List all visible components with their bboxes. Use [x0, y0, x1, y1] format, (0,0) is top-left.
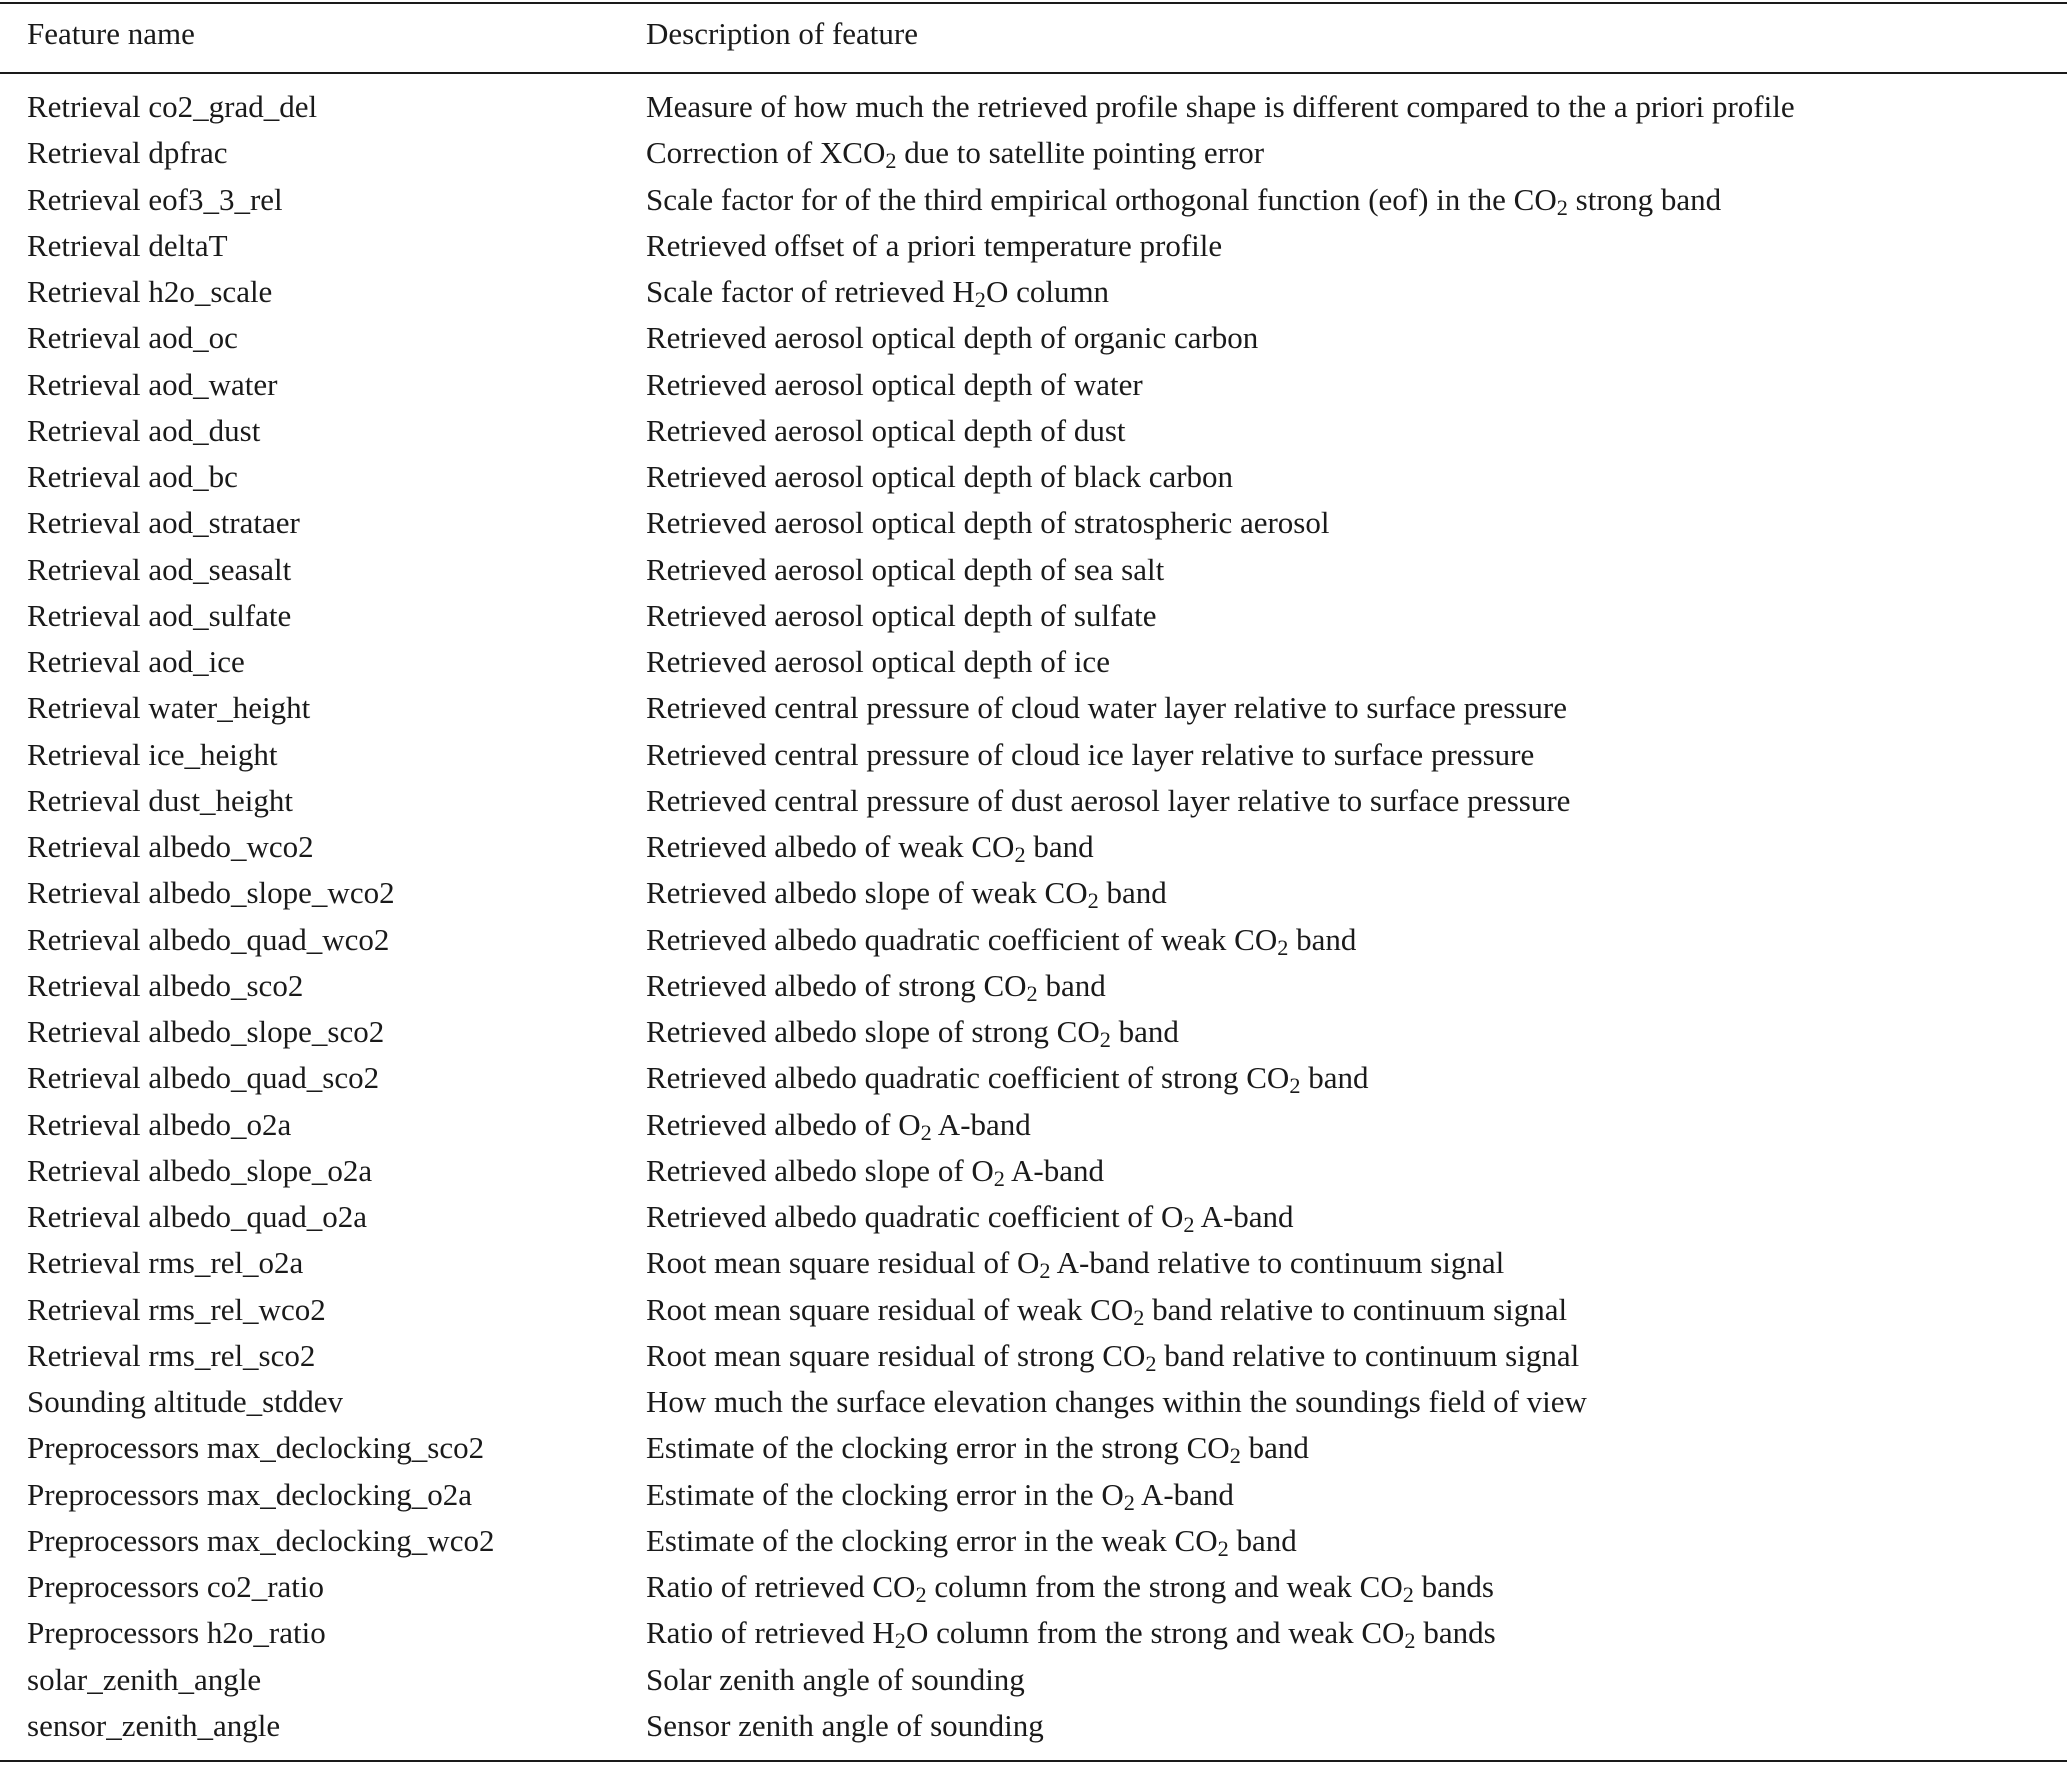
feature-description-cell — [646, 1703, 1044, 1749]
description-text: Ratio of retrieved CO — [646, 1569, 916, 1604]
table-row — [0, 1009, 2067, 1055]
feature-name-cell: Retrieval rms_rel_sco2 — [27, 1337, 316, 1373]
description-text: Retrieved aerosol optical depth of black carbon — [646, 459, 1234, 494]
table-row — [0, 963, 2067, 1009]
table-row — [0, 639, 2067, 685]
feature-name-cell: Retrieval eof3_3_rel — [27, 181, 283, 217]
feature-description-cell — [646, 732, 1534, 778]
table-row — [0, 547, 2067, 593]
table-row — [0, 1518, 2067, 1564]
table-row — [0, 1564, 2067, 1610]
feature-description-cell — [646, 1148, 1104, 1194]
feature-name-cell: Retrieval rms_rel_wco2 — [27, 1291, 326, 1327]
subscript: 2 — [993, 1165, 1005, 1191]
table-row — [0, 177, 2067, 223]
feature-name-cell: sensor_zenith_angle — [27, 1707, 281, 1743]
subscript: 2 — [915, 1581, 927, 1607]
description-text: A-band — [1134, 1476, 1234, 1512]
feature-name-cell: Retrieval albedo_quad_wco2 — [27, 921, 390, 957]
subscript: 2 — [1556, 194, 1568, 220]
description-text: Root mean square residual of O — [646, 1245, 1040, 1281]
feature-name-cell: Retrieval albedo_slope_wco2 — [27, 875, 395, 911]
description-text: Retrieved albedo quadratic coefficient of weak CO — [646, 921, 1278, 957]
feature-description-cell — [646, 315, 1258, 361]
table-row — [0, 84, 2067, 130]
description-text: Root mean square residual of weak CO — [646, 1291, 1134, 1327]
table-row — [0, 1333, 2067, 1379]
table-row — [0, 362, 2067, 408]
description-text: Retrieved aerosol optical depth of stratospheric aerosol — [646, 505, 1330, 541]
subscript: 2 — [894, 1628, 906, 1654]
feature-description-cell — [646, 408, 1126, 454]
description-text: Retrieved offset of a priori temperature profile — [646, 227, 1223, 263]
description-text: A-band — [931, 1106, 1031, 1142]
description-text: Sensor zenith angle of sounding — [646, 1707, 1044, 1743]
feature-description-cell — [646, 454, 1233, 500]
feature-description-cell — [646, 1425, 1309, 1471]
description-text: A-band — [1194, 1199, 1294, 1234]
feature-description-cell — [646, 1610, 1496, 1656]
subscript: 2 — [1087, 888, 1099, 914]
feature-description-cell — [646, 1287, 1567, 1333]
description-text: Scale factor of retrieved H — [646, 274, 975, 309]
description-text: Retrieved albedo slope of weak CO — [646, 875, 1088, 911]
feature-name-cell: Retrieval water_height — [27, 690, 311, 726]
table-row — [0, 732, 2067, 778]
table-header-rule — [0, 72, 2067, 74]
feature-description-cell — [646, 1240, 1504, 1286]
table-row — [0, 315, 2067, 361]
subscript: 2 — [974, 286, 986, 312]
subscript: 2 — [1402, 1581, 1414, 1607]
feature-name-cell: Retrieval rms_rel_o2a — [27, 1245, 304, 1281]
feature-description-cell — [646, 778, 1570, 824]
feature-description-cell — [646, 547, 1164, 593]
subscript: 2 — [1183, 1211, 1195, 1237]
description-text: Retrieved aerosol optical depth of sulfate — [646, 597, 1157, 633]
feature-name-cell: Retrieval aod_sulfate — [27, 597, 292, 633]
feature-description-cell — [646, 1055, 1368, 1101]
feature-description-cell — [646, 963, 1106, 1009]
feature-name-cell: Retrieval albedo_quad_sco2 — [27, 1060, 380, 1096]
description-text: band — [1240, 1430, 1309, 1466]
feature-description-cell — [646, 639, 1110, 685]
table-row — [0, 870, 2067, 916]
subscript: 2 — [1039, 1258, 1051, 1284]
description-text: strong band — [1567, 181, 1722, 217]
description-text: Retrieved aerosol optical depth of sea salt — [646, 551, 1165, 587]
table-row — [0, 1287, 2067, 1333]
description-text: column from the strong and weak CO — [926, 1569, 1403, 1604]
feature-description-cell — [646, 269, 1109, 315]
table-row — [0, 1148, 2067, 1194]
feature-name-cell: Retrieval dust_height — [27, 782, 294, 818]
table-row — [0, 223, 2067, 269]
feature-name-cell: Retrieval aod_bc — [27, 459, 238, 494]
description-text: Retrieved albedo of O — [646, 1106, 921, 1142]
feature-name-cell: Retrieval co2_grad_del — [27, 89, 318, 124]
feature-name-cell: Preprocessors max_declocking_sco2 — [27, 1430, 485, 1466]
table-row — [0, 500, 2067, 546]
feature-description-cell — [646, 500, 1329, 546]
description-text: band — [1098, 875, 1167, 911]
description-text: Retrieved albedo of strong CO — [646, 967, 1027, 1003]
description-text: Measure of how much the retrieved profile shape is different compared to the a priori profile — [646, 89, 1795, 124]
table-row — [0, 917, 2067, 963]
feature-name-cell: Retrieval albedo_slope_o2a — [27, 1152, 373, 1188]
table-row — [0, 454, 2067, 500]
feature-name-cell: Retrieval aod_seasalt — [27, 551, 292, 587]
description-text: Root mean square residual of strong CO — [646, 1337, 1146, 1373]
description-text: Scale factor for of the third empirical orthogonal function (eof) in the CO — [646, 181, 1557, 217]
description-text: Estimate of the clocking error in the weak CO — [646, 1522, 1218, 1558]
table-row — [0, 1657, 2067, 1703]
feature-name-cell: Retrieval albedo_o2a — [27, 1106, 292, 1142]
description-text: due to satellite pointing error — [896, 135, 1265, 171]
feature-name-cell: Retrieval albedo_quad_o2a — [27, 1199, 368, 1234]
table-row — [0, 593, 2067, 639]
description-text: Retrieved central pressure of dust aerosol layer relative to surface pressure — [646, 782, 1571, 818]
table-top-rule — [0, 2, 2067, 4]
description-text: A-band — [1004, 1152, 1104, 1188]
subscript: 2 — [1133, 1304, 1145, 1330]
feature-name-cell: Retrieval albedo_slope_sco2 — [27, 1014, 385, 1049]
feature-name-cell: Retrieval albedo_sco2 — [27, 967, 304, 1003]
feature-description-cell — [646, 1333, 1579, 1379]
description-text: Retrieved aerosol optical depth of ice — [646, 644, 1110, 679]
feature-description-cell — [646, 1009, 1179, 1055]
header-feature-name: Feature name — [27, 16, 195, 51]
description-text: Solar zenith angle of sounding — [646, 1661, 1025, 1697]
description-text: band — [1228, 1522, 1297, 1558]
feature-description-cell — [646, 84, 1795, 130]
subscript: 2 — [1123, 1489, 1135, 1515]
description-text: Retrieved central pressure of cloud water layer relative to surface pressure — [646, 690, 1567, 726]
subscript: 2 — [1277, 934, 1289, 960]
description-text: bands — [1413, 1569, 1494, 1604]
feature-description-cell — [646, 1379, 1587, 1425]
description-text: Estimate of the clocking error in the O — [646, 1476, 1124, 1512]
subscript: 2 — [1217, 1535, 1229, 1561]
table-row — [0, 1240, 2067, 1286]
table-row — [0, 1379, 2067, 1425]
description-text: band — [1110, 1014, 1179, 1049]
feature-description-cell — [646, 917, 1356, 963]
description-text: band — [1288, 921, 1357, 957]
description-text: A-band relative to continuum signal — [1050, 1245, 1505, 1281]
description-text: band — [1037, 967, 1106, 1003]
feature-name-cell: Retrieval ice_height — [27, 736, 278, 772]
feature-description-cell — [646, 130, 1264, 176]
table-row — [0, 1703, 2067, 1749]
feature-name-cell: solar_zenith_angle — [27, 1661, 262, 1697]
table-row — [0, 1425, 2067, 1471]
description-text: Retrieved albedo quadratic coefficient of strong CO — [646, 1060, 1290, 1096]
feature-description-cell — [646, 1657, 1025, 1703]
subscript: 2 — [1014, 841, 1026, 867]
description-text: band — [1300, 1060, 1369, 1096]
feature-name-cell: Retrieval aod_water — [27, 366, 278, 402]
feature-description-cell — [646, 1472, 1234, 1518]
subscript: 2 — [1289, 1073, 1301, 1099]
table-row — [0, 1194, 2067, 1240]
table-row — [0, 1610, 2067, 1656]
feature-name-cell: Retrieval h2o_scale — [27, 274, 273, 309]
description-text: Retrieved aerosol optical depth of dust — [646, 412, 1126, 448]
description-text: O column from the strong and weak CO — [905, 1615, 1405, 1651]
description-text: Ratio of retrieved H — [646, 1615, 895, 1651]
table-header — [0, 10, 2067, 58]
table-row — [0, 269, 2067, 315]
header-feature-description: Description of feature — [646, 16, 918, 51]
feature-description-cell — [646, 593, 1156, 639]
feature-name-cell: Retrieval albedo_wco2 — [27, 829, 314, 864]
subscript: 2 — [1229, 1443, 1241, 1469]
subscript: 2 — [1026, 980, 1038, 1006]
feature-name-cell: Retrieval aod_strataer — [27, 505, 300, 541]
feature-description-cell — [646, 1518, 1297, 1564]
description-text: Estimate of the clocking error in the strong CO — [646, 1430, 1230, 1466]
feature-name-cell: Preprocessors max_declocking_wco2 — [27, 1522, 495, 1558]
description-text: Retrieved central pressure of cloud ice layer relative to surface pressure — [646, 736, 1535, 772]
feature-name-cell: Preprocessors co2_ratio — [27, 1569, 324, 1604]
feature-name-cell: Preprocessors h2o_ratio — [27, 1615, 326, 1651]
feature-description-cell — [646, 223, 1222, 269]
table-row — [0, 685, 2067, 731]
description-text: band relative to continuum signal — [1156, 1337, 1580, 1373]
table-row — [0, 1472, 2067, 1518]
table-row — [0, 778, 2067, 824]
description-text: Retrieved albedo of weak CO — [646, 829, 1015, 864]
description-text: Retrieved albedo slope of strong CO — [646, 1014, 1100, 1049]
subscript: 2 — [920, 1119, 932, 1145]
description-text: band — [1025, 829, 1094, 864]
feature-name-cell: Preprocessors max_declocking_o2a — [27, 1476, 473, 1512]
description-text: bands — [1415, 1615, 1496, 1651]
feature-description-cell — [646, 177, 1721, 223]
description-text: Retrieved albedo quadratic coefficient of O — [646, 1199, 1184, 1234]
table-row — [0, 824, 2067, 870]
description-text: O column — [985, 274, 1110, 309]
table-row — [0, 1055, 2067, 1101]
feature-description-cell — [646, 1564, 1494, 1610]
description-text: Retrieved albedo slope of O — [646, 1152, 994, 1188]
subscript: 2 — [885, 148, 897, 174]
feature-description-cell — [646, 1102, 1031, 1148]
table-row — [0, 130, 2067, 176]
description-text: band relative to continuum signal — [1144, 1291, 1568, 1327]
feature-name-cell: Retrieval deltaT — [27, 227, 228, 263]
subscript: 2 — [1145, 1350, 1157, 1376]
subscript: 2 — [1404, 1628, 1416, 1654]
description-text: How much the surface elevation changes within the soundings field of view — [646, 1384, 1587, 1419]
feature-name-cell: Sounding altitude_stddev — [27, 1384, 344, 1419]
description-text: Retrieved aerosol optical depth of organic carbon — [646, 320, 1259, 356]
table-row — [0, 1102, 2067, 1148]
subscript: 2 — [1099, 1026, 1111, 1052]
feature-name-cell: Retrieval dpfrac — [27, 135, 228, 171]
table-body — [0, 84, 2067, 1749]
table-bottom-rule — [0, 1760, 2067, 1762]
feature-description-cell — [646, 685, 1567, 731]
feature-name-cell: Retrieval aod_dust — [27, 412, 261, 448]
description-text: Correction of XCO — [646, 135, 886, 171]
feature-description-cell — [646, 1194, 1294, 1240]
feature-description-cell — [646, 870, 1167, 916]
feature-name-cell: Retrieval aod_ice — [27, 644, 245, 679]
table-row — [0, 408, 2067, 454]
feature-name-cell: Retrieval aod_oc — [27, 320, 238, 356]
feature-description-cell — [646, 362, 1143, 408]
feature-description-cell — [646, 824, 1094, 870]
description-text: Retrieved aerosol optical depth of water — [646, 366, 1143, 402]
